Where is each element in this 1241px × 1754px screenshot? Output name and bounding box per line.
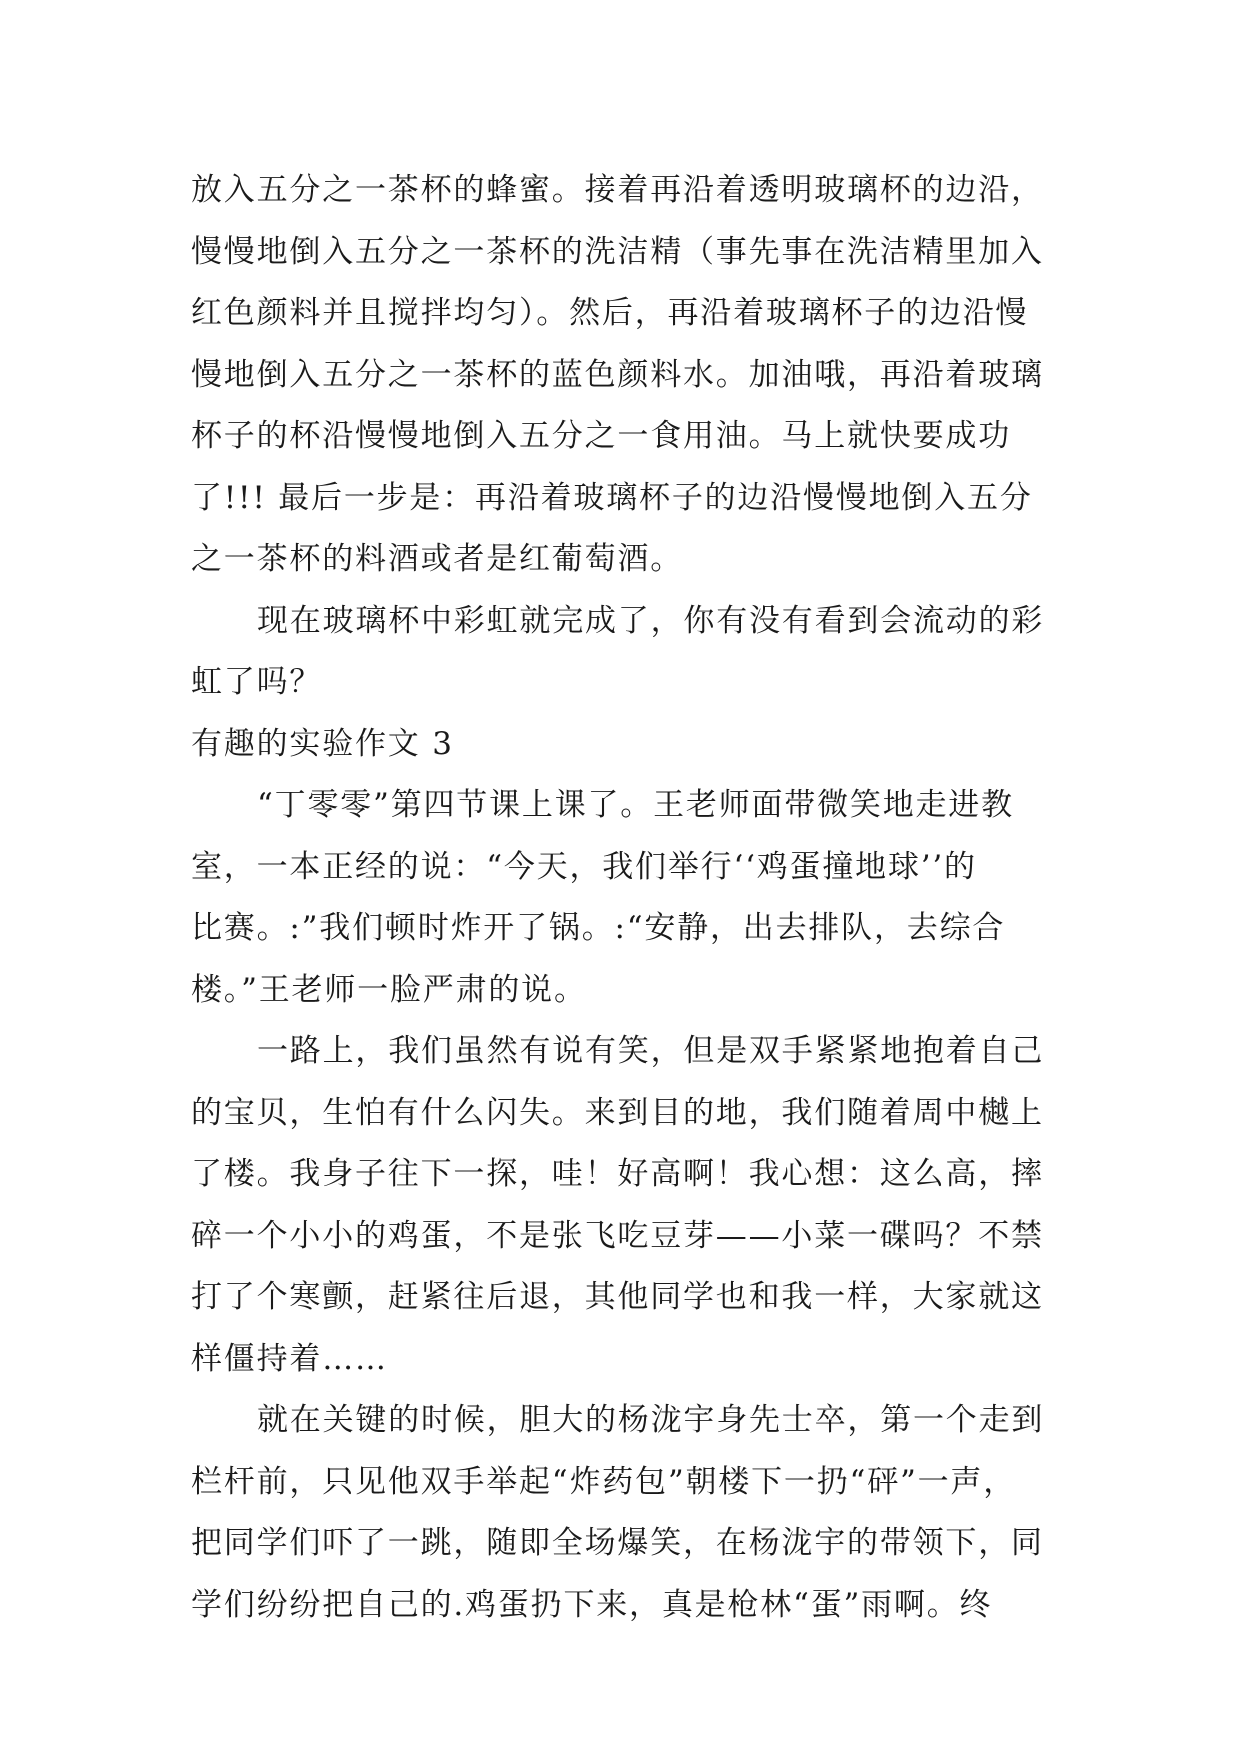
text-line: 室，一本正经的说：“今天，我们举行‘‘鸡蛋撞地球’’的	[191, 848, 977, 885]
text-line: 碎一个小小的鸡蛋，不是张飞吃豆芽——小菜一碟吗？不禁	[191, 1217, 1044, 1254]
paragraph-first-line: 一路上，我们虽然有说有笑，但是双手紧紧地抱着自己	[257, 1033, 1045, 1069]
text-line: 红色颜料并且搅拌均匀）。然后，再沿着玻璃杯子的边沿慢	[191, 295, 1029, 331]
text-line: 打了个寒颤，赶紧往后退，其他同学也和我一样，大家就这	[191, 1279, 1044, 1315]
text-line: 了楼。我身子往下一探，哇！好高啊！我心想：这么高，摔	[191, 1156, 1044, 1192]
text-line: 虹了吗？	[191, 664, 323, 700]
paragraph-first-line: 现在玻璃杯中彩虹就完成了，你有没有看到会流动的彩	[257, 602, 1045, 639]
text-line: 把同学们吓了一跳，随即全场爆笑，在杨泷宇的带领下，同	[191, 1525, 1044, 1561]
text-line: 楼。”王老师一脸严肃的说。	[191, 971, 587, 1008]
paragraph-first-line: “丁零零”第四节课上课了。王老师面带微笑地走进教	[257, 787, 1014, 823]
text-line: 学们纷纷把自己的.鸡蛋扔下来，真是枪林“蛋”雨啊。终	[191, 1586, 993, 1623]
text-line: 的宝贝，生怕有什么闪失。来到目的地，我们随着周中樾上	[191, 1094, 1044, 1131]
text-line: 之一茶杯的料酒或者是红葡萄酒。	[191, 541, 683, 577]
text-line: 慢慢地倒入五分之一茶杯的洗洁精（事先事在洗洁精里加入	[191, 233, 1044, 270]
text-line: 栏杆前，只见他双手举起“炸药包”朝楼下一扔“砰”一声，	[191, 1463, 1016, 1500]
text-line: 比赛。:”我们顿时炸开了锅。:“安静，出去排队，去综合	[191, 910, 1006, 946]
paragraph-first-line: 就在关键的时候，胆大的杨泷宇身先士卒，第一个走到	[257, 1402, 1045, 1438]
text-line: 慢地倒入五分之一茶杯的蓝色颜料水。加油哦，再沿着玻璃	[191, 356, 1044, 393]
text-line: 样僵持着……	[191, 1340, 388, 1377]
text-line: 放入五分之一茶杯的蜂蜜。接着再沿着透明玻璃杯的边沿，	[191, 172, 1044, 208]
section-heading: 有趣的实验作文 3	[191, 725, 454, 762]
text-line: 杯子的杯沿慢慢地倒入五分之一食用油。马上就快要成功	[191, 418, 1011, 454]
document-body	[191, 160, 1051, 1636]
text-line: 了!!! 最后一步是：再沿着玻璃杯子的边沿慢慢地倒入五分	[191, 479, 1033, 516]
